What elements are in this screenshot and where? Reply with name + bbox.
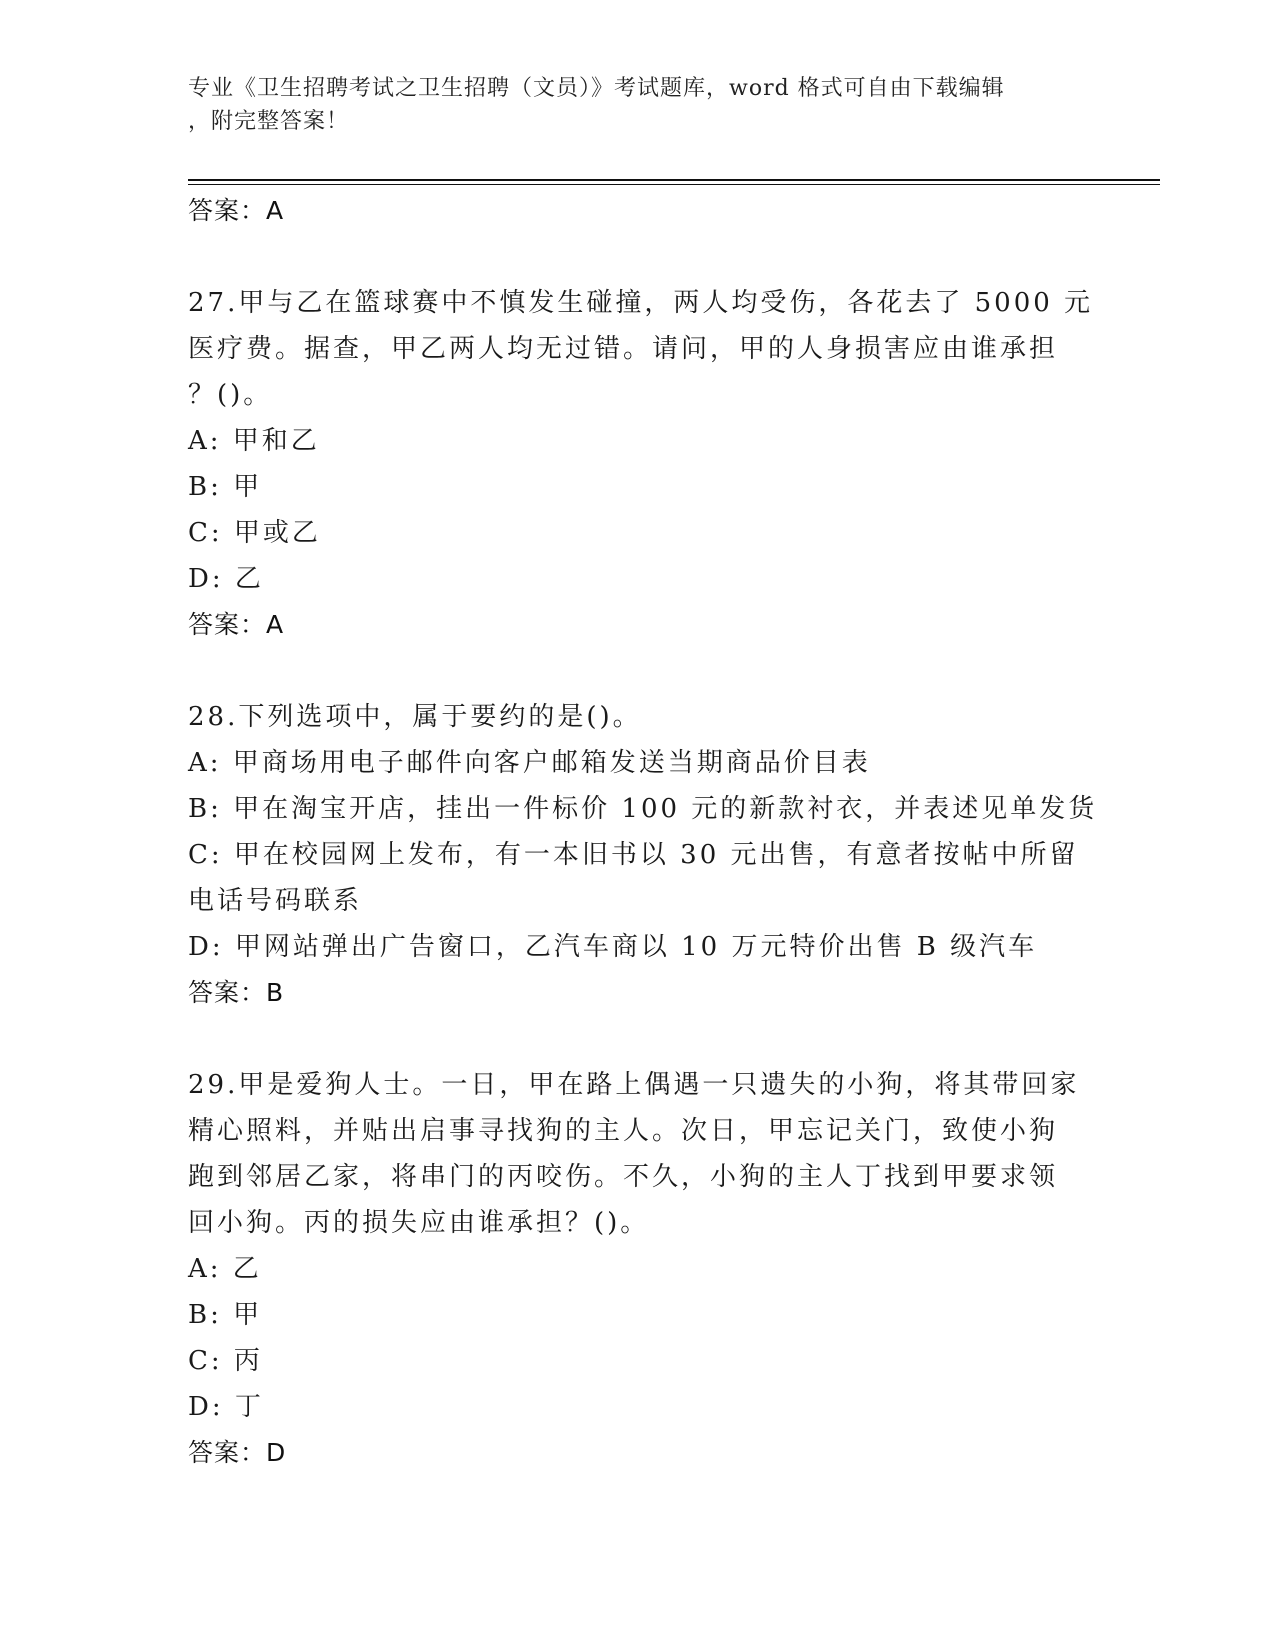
header-rule-thin <box>188 184 1160 185</box>
option-c: C: 甲在校园网上发布，有一本旧书以 30 元出售，有意者按帖中所留 <box>188 840 1079 870</box>
question-27 <box>188 280 1094 648</box>
option-c: C: 甲或乙 <box>188 518 321 548</box>
question-text: 29.甲是爱狗人士。一日，甲在路上偶遇一只遗失的小狗，将其带回家 <box>188 1070 1080 1100</box>
header-line-2: ，附完整答案！ <box>188 109 350 134</box>
option-b: B: 甲 <box>188 472 263 502</box>
spacer <box>188 648 1088 694</box>
option-d: D: 甲网站弹出广告窗口，乙汽车商以 10 万元特价出售 B 级汽车 <box>188 932 1038 962</box>
answer-prev: 答案：A <box>188 196 285 225</box>
option-a: A: 乙 <box>188 1254 262 1284</box>
option-b: B: 甲在淘宝开店，挂出一件标价 100 元的新款衬衣，并表述见单发货 <box>188 794 1098 824</box>
question-text: 跑到邻居乙家，将串门的丙咬伤。不久，小狗的主人丁找到甲要求领 <box>188 1162 1059 1192</box>
question-text: ？()。 <box>188 380 273 410</box>
option-b: B: 甲 <box>188 1300 263 1330</box>
header-line-1: 专业《卫生招聘考试之卫生招聘（文员）》考试题库，word 格式可自由下载编辑 <box>188 76 1005 101</box>
question-text: 医疗费。据查，甲乙两人均无过错。请问，甲的人身损害应由谁承担 <box>188 334 1059 364</box>
spacer <box>188 1016 1088 1062</box>
question-list <box>188 188 1098 1476</box>
option-d: D: 丁 <box>188 1392 264 1422</box>
question-text: 27.甲与乙在篮球赛中不慎发生碰撞，两人均受伤，各花去了 5000 元 <box>188 288 1094 318</box>
option-c-continued: 电话号码联系 <box>188 886 363 916</box>
answer: 答案：B <box>188 978 285 1007</box>
document-header <box>188 72 1068 138</box>
question-text: 28.下列选项中，属于要约的是()。 <box>188 702 642 732</box>
option-a: A: 甲商场用电子邮件向客户邮箱发送当期商品价目表 <box>188 748 871 778</box>
answer: 答案：D <box>188 1438 287 1467</box>
spacer <box>188 234 1088 280</box>
option-d: D: 乙 <box>188 564 264 594</box>
answer: 答案：A <box>188 610 285 639</box>
question-29 <box>188 1062 1088 1476</box>
question-text: 精心照料，并贴出启事寻找狗的主人。次日，甲忘记关门，致使小狗 <box>188 1116 1059 1146</box>
option-a: A: 甲和乙 <box>188 426 320 456</box>
question-text: 回小狗。丙的损失应由谁承担？()。 <box>188 1208 650 1238</box>
option-c: C: 丙 <box>188 1346 263 1376</box>
question-28 <box>188 694 1098 1016</box>
header-rule-thick <box>188 179 1160 181</box>
